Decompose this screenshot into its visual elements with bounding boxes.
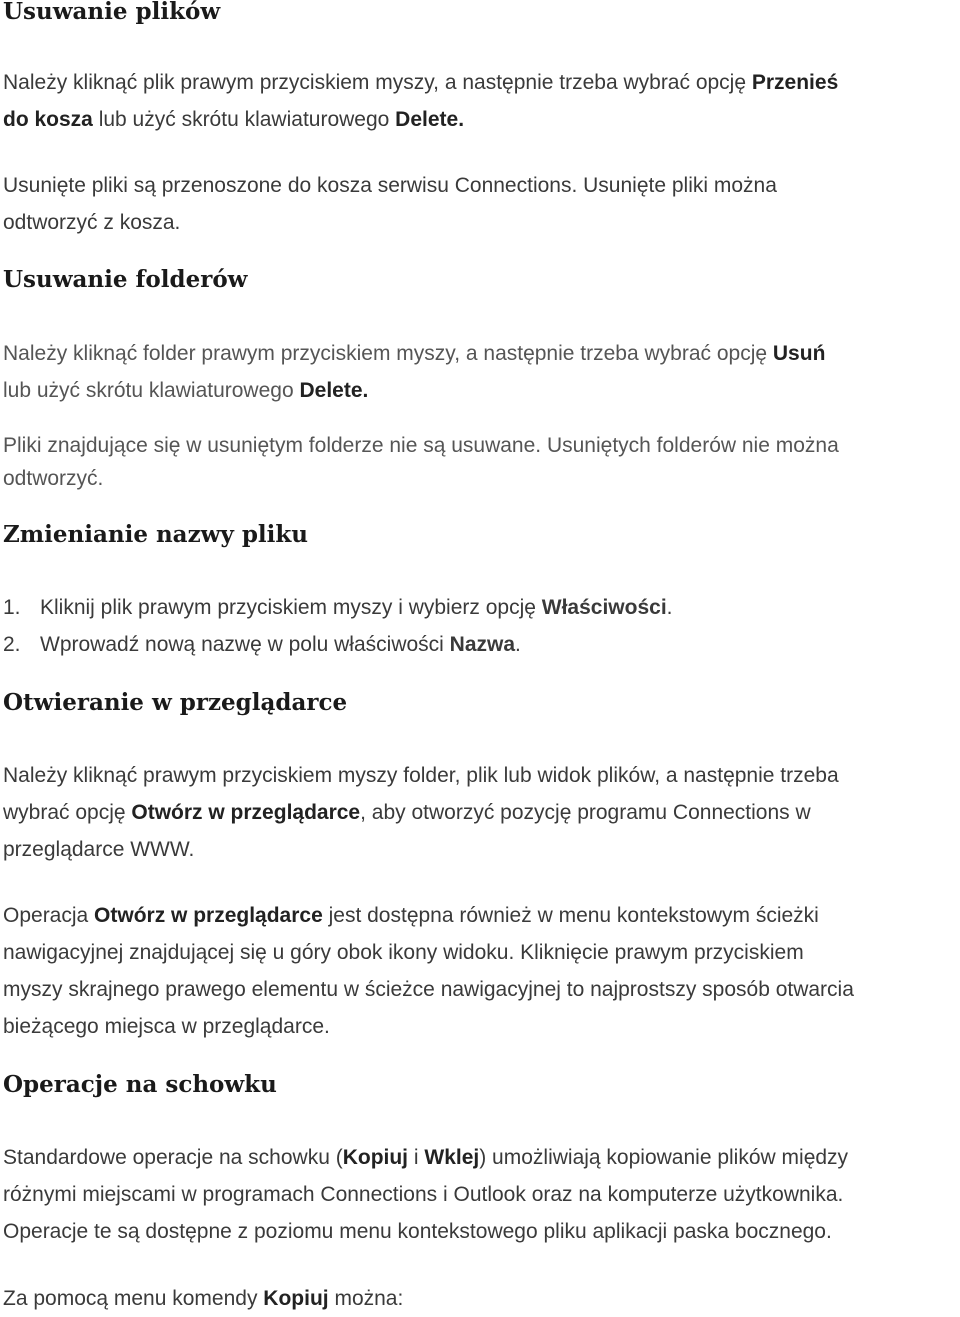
list-item: 2. Wprowadź nową nazwę w polu właściwości Nazwa. bbox=[3, 633, 521, 656]
paragraph-open-browser-context-menu: Operacja Otwórz w przeglądarce jest dostępna również w menu kontekstowym ścieżki nawigacyjnej znajdującej się u góry obok ikony widoku. Kliknięcie prawym przyciskiem myszy skrajnego prawego elementu w ścieżce nawigacyjnej to najprostszy sposób otwarcia bieżącego miejsca w przeglądarce. bbox=[3, 904, 854, 1038]
list-item: 1. Kliknij plik prawym przyciskiem myszy i wybierz opcję Właściwości. bbox=[3, 596, 673, 619]
heading-delete-folders: Usuwanie folderów bbox=[3, 266, 248, 293]
heading-open-in-browser: Otwieranie w przeglądarce bbox=[3, 689, 348, 716]
paragraph-open-browser-instructions: Należy kliknąć prawym przyciskiem myszy folder, plik lub widok plików, a następnie trzeba wybrać opcję Otwórz w przeglądarce, aby otworzyć pozycję programu Connections w przeglądarce WWW. bbox=[3, 764, 839, 861]
paragraph-delete-files-instructions: Należy kliknąć plik prawym przyciskiem myszy, a następnie trzeba wybrać opcję Przenieś do kosza lub użyć skrótu klawiaturowego Delete. bbox=[3, 71, 839, 131]
paragraph-delete-files-info: Usunięte pliki są przenoszone do kosza serwisu Connections. Usunięte pliki można odtworzyć z kosza. bbox=[3, 174, 777, 234]
heading-clipboard-operations: Operacje na schowku bbox=[3, 1071, 277, 1098]
paragraph-delete-folders-info: Pliki znajdujące się w usuniętym folderze nie są usuwane. Usuniętych folderów nie można odtworzyć. bbox=[3, 434, 839, 490]
heading-delete-files: Usuwanie plików bbox=[3, 0, 221, 25]
paragraph-delete-folders-instructions: Należy kliknąć folder prawym przyciskiem myszy, a następnie trzeba wybrać opcję Usuń lub użyć skrótu klawiaturowego Delete. bbox=[3, 342, 826, 402]
paragraph-copy-command: Za pomocą menu komendy Kopiuj można: bbox=[3, 1287, 404, 1310]
paragraph-clipboard-operations: Standardowe operacje na schowku (Kopiuj i Wklej) umożliwiają kopiowanie plików między różnymi miejscami w programach Connections i Outlook oraz na komputerze użytkownika. Operacje te są dostępne z poziomu menu kontekstowego pliku aplikacji paska bocznego. bbox=[3, 1146, 849, 1243]
heading-rename-file: Zmienianie nazwy pliku bbox=[3, 521, 309, 548]
